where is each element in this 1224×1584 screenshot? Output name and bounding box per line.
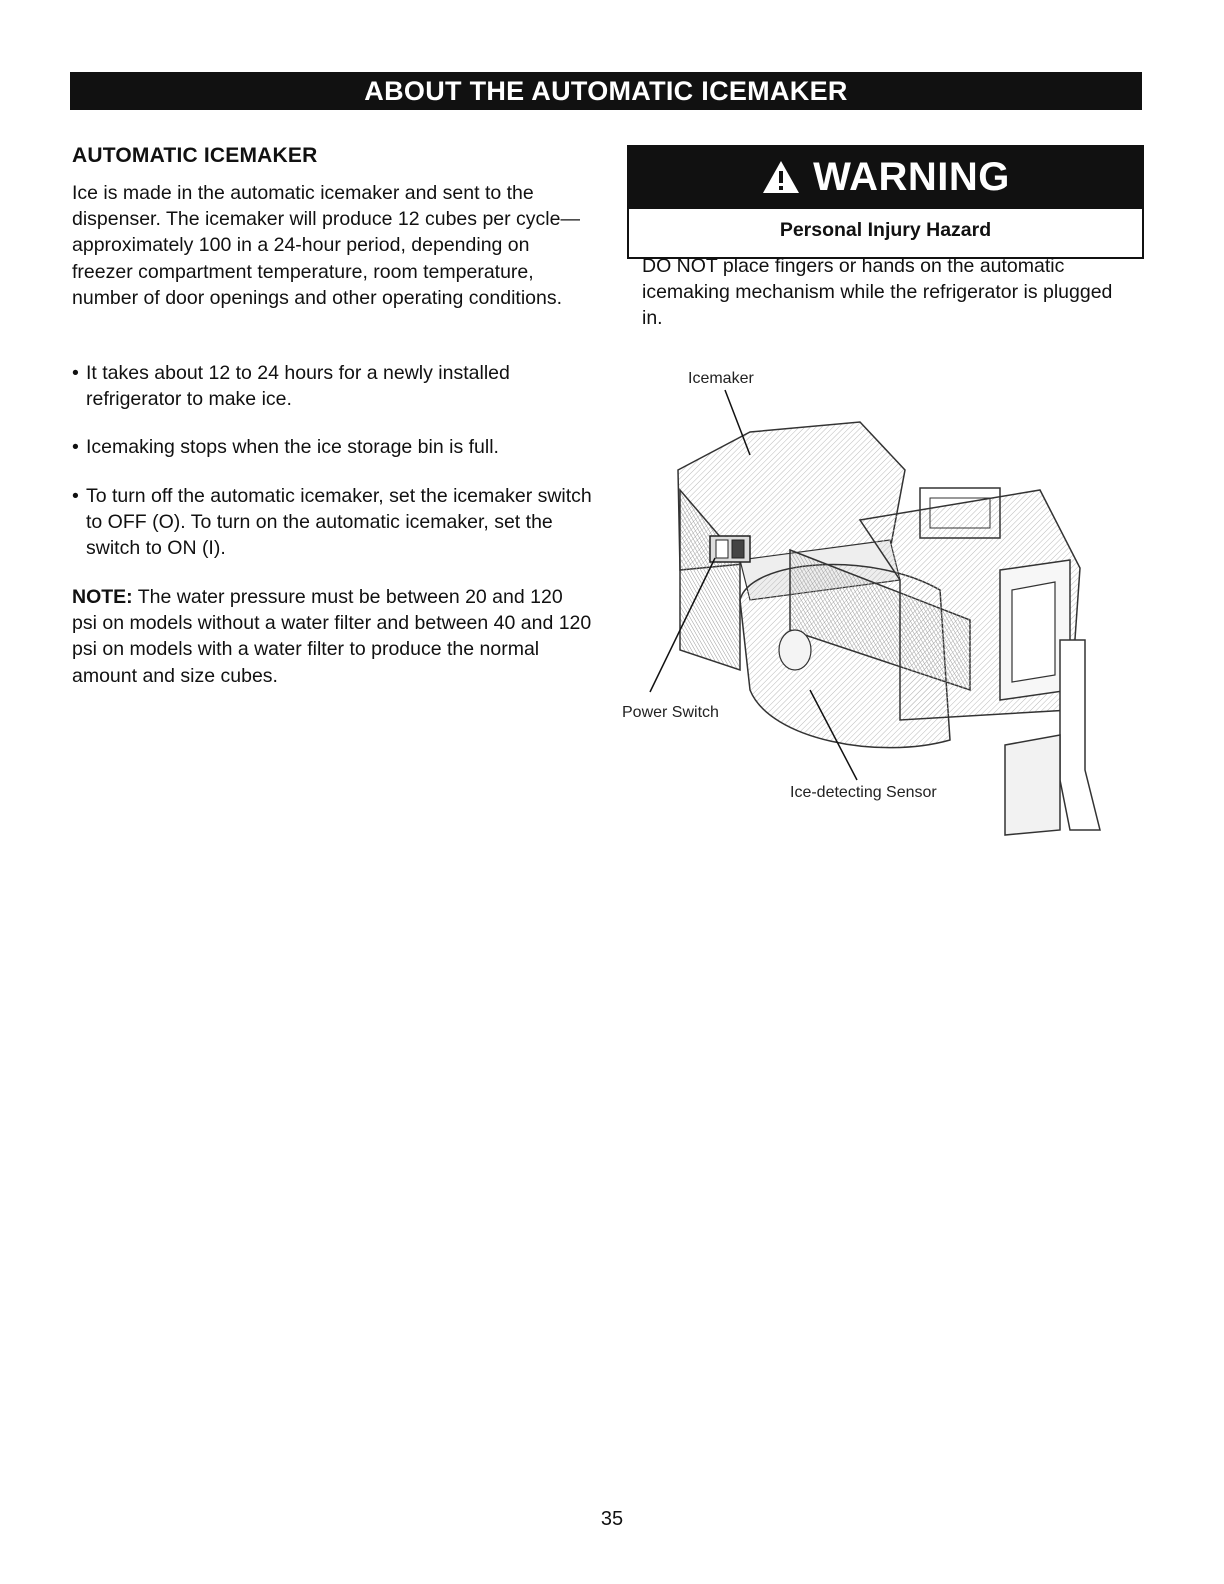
- bullet-icon: •: [72, 436, 79, 458]
- warning-triangle-icon: [761, 159, 801, 195]
- icemaker-diagram: [600, 360, 1120, 840]
- list-item-text: Icemaking stops when the ice storage bin is full.: [86, 436, 499, 458]
- section-title: AUTOMATIC ICEMAKER: [72, 144, 318, 167]
- page-number: 35: [600, 1508, 624, 1530]
- warning-title: WARNING: [813, 154, 1010, 199]
- bullet-icon: •: [72, 362, 79, 384]
- warning-header: [627, 145, 1144, 209]
- warning-text: DO NOT place fingers or hands on the automatic icemaking mechanism while the refrigerator is plugged in.: [642, 255, 1113, 330]
- power-switch-label: Power Switch: [622, 704, 719, 721]
- note-paragraph: [72, 584, 592, 689]
- hazard-title: Personal Injury Hazard: [779, 219, 992, 241]
- list-item: [72, 434, 606, 460]
- list-item-text: It takes about 12 to 24 hours for a newly installed refrigerator to make ice.: [86, 362, 510, 411]
- icemaker-label: Icemaker: [688, 370, 754, 387]
- note-text: The water pressure must be between 20 and 120 psi on models without a water filter and between 40 and 120 psi on models with a water filter to produce the normal amount and size cubes.: [72, 586, 592, 687]
- sensor-label: Ice-detecting Sensor: [790, 784, 937, 801]
- list-item: [72, 483, 606, 562]
- bullet-icon: •: [72, 485, 79, 507]
- note-label: NOTE:: [72, 586, 133, 608]
- intro-paragraph: Ice is made in the automatic icemaker and sent to the dispenser. The icemaker will produce 12 cubes per cycle—approximately 100 in a 24-hour period, depending on freezer compartment temperature, room temperature, number of door openings and other operating conditions.: [72, 182, 580, 309]
- list-item: [72, 360, 606, 412]
- page-banner: ABOUT THE AUTOMATIC ICEMAKER: [70, 72, 1142, 110]
- list-item-text: To turn off the automatic icemaker, set the icemaker switch to OFF (O). To turn on the automatic icemaker, set the switch to ON (I).: [86, 485, 592, 560]
